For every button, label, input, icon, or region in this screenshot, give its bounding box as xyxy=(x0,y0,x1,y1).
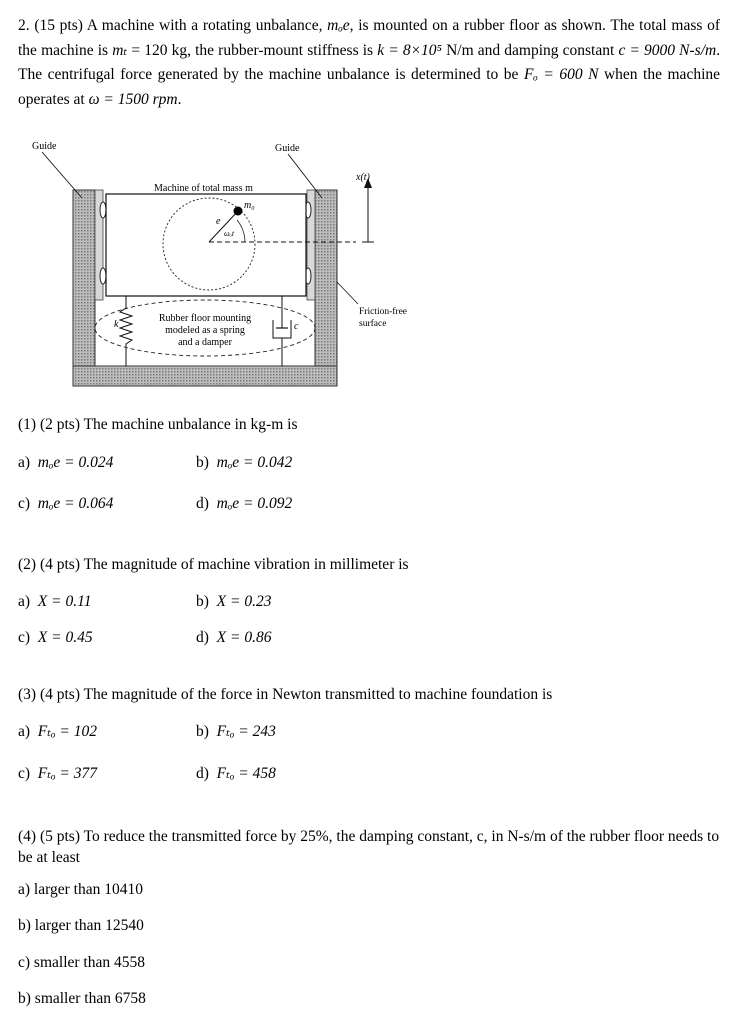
damping-value: c = 9000 N-s/m xyxy=(618,41,717,59)
k-label: k xyxy=(114,319,119,330)
q2-option-b: b) X = 0.23 xyxy=(196,593,272,610)
q3-option-d: d) Fₜₒ = 458 xyxy=(196,765,276,782)
stiffness-value: k = 8×10⁵ xyxy=(377,41,442,59)
right-wall xyxy=(315,190,337,386)
problem-text-3: . The centrifugal force generated by the machine unbalance is determined to be xyxy=(18,41,721,83)
guide-right-pointer xyxy=(288,154,322,198)
roller xyxy=(100,268,106,284)
friction-label-2: surface xyxy=(359,319,387,329)
machine-diagram xyxy=(18,128,438,398)
problem-statement xyxy=(18,14,720,112)
q2-option-c: c) X = 0.45 xyxy=(18,629,93,646)
q1-option-d: d) mₒe = 0.092 xyxy=(196,495,293,512)
guide-right-label: Guide xyxy=(275,143,300,154)
problem-header: 2. (15 pts) A machine with a rotating unbalance, xyxy=(18,17,323,34)
problem-text-2: , the rubber-mount stiffness is xyxy=(187,41,374,59)
q1-option-c: c) mₒe = 0.064 xyxy=(18,495,114,512)
q4-prompt: (4) (5 pts) To reduce the transmitted force by 25%, the damping constant, c, in N-s/m of the rubber floor needs to be at least xyxy=(18,828,720,866)
q4-option-d: b) smaller than 6758 xyxy=(18,990,146,1007)
q2-prompt: (2) (4 pts) The magnitude of machine vibration in millimeter is xyxy=(18,556,409,573)
q2-option-a: a) X = 0.11 xyxy=(18,593,92,610)
q1-option-b: b) mₒe = 0.042 xyxy=(196,454,293,471)
friction-pointer xyxy=(337,282,358,304)
q4-option-a: a) larger than 10410 xyxy=(18,881,143,898)
x-label: x(t) xyxy=(356,172,370,183)
c-label: c xyxy=(294,321,299,332)
q3-prompt: (3) (4 pts) The magnitude of the force in Newton transmitted to machine foundation is xyxy=(18,686,553,703)
e-label: e xyxy=(216,216,221,227)
mass-value: = 120 kg xyxy=(131,41,188,59)
mount-label-2: modeled as a spring xyxy=(165,325,245,336)
problem-text-1: , is mounted on a rubber floor as shown. The total mass of the machine is xyxy=(18,17,720,59)
unbalance-symbol: mₒe xyxy=(327,17,350,34)
q1-prompt: (1) (2 pts) The machine unbalance in kg-m is xyxy=(18,416,298,433)
machine-label: Machine of total mass m xyxy=(154,183,253,194)
stiffness-unit: N/m and damping constant xyxy=(446,41,615,59)
m0-label: m₀ xyxy=(244,200,255,211)
speed-value: ω = 1500 rpm xyxy=(88,90,178,108)
q2-option-d: d) X = 0.86 xyxy=(196,629,272,646)
left-wall xyxy=(73,190,95,386)
q3-option-c: c) Fₜₒ = 377 xyxy=(18,765,97,782)
friction-label-1: Friction-free xyxy=(359,307,408,317)
q4-option-c: c) smaller than 4558 xyxy=(18,954,145,971)
guide-left-label: Guide xyxy=(32,141,57,152)
machine-block xyxy=(106,194,306,296)
mount-label-3: and a damper xyxy=(178,337,232,348)
wt-label: ωₒt xyxy=(224,229,235,238)
spring xyxy=(120,296,132,366)
q4-option-b: b) larger than 12540 xyxy=(18,917,144,934)
problem-text-4: when the machine operates at xyxy=(18,66,721,108)
unbalance-mass xyxy=(234,207,243,216)
force-value: Fₒ = 600 N xyxy=(523,66,599,83)
problem-period: . xyxy=(177,90,182,108)
mass-symbol: mₜ xyxy=(112,41,128,59)
q3-option-b: b) Fₜₒ = 243 xyxy=(196,723,276,740)
guide-left-pointer xyxy=(42,152,82,198)
floor-base xyxy=(73,366,337,386)
mount-label-1: Rubber floor mounting xyxy=(158,313,252,324)
q1-option-a: a) mₒe = 0.024 xyxy=(18,454,114,471)
q3-option-a: a) Fₜₒ = 102 xyxy=(18,723,97,740)
roller xyxy=(100,202,106,218)
